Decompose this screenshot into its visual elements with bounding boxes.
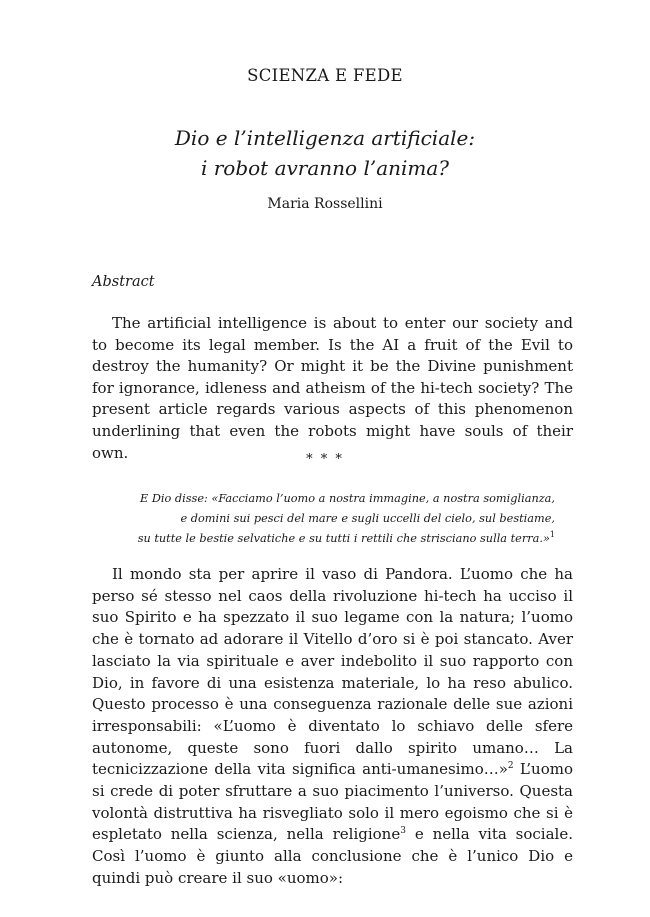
epigraph-line-3-text: su tutte le bestie selvatiche e su tutti i rettili che strisciano sulla terra.» <box>137 532 550 545</box>
body-text-part-1: Il mondo sta per aprire il vaso di Pandora. L’uomo che ha perso sé stesso nel caos della rivoluzione hi-tech ha ucciso il suo Spirito e ha spezzato il suo legame con la natura; l’uomo che è tornato ad adorare il Vitello d’oro si è poi stancato. Aver lasciato la via spirituale e aver indebolito il suo rapporto con Dio, in favore di una esistenza materiale, lo ha reso abulico. Questo processo è una conseguenza razionale delle sue azioni irresponsabili: «L’uomo è diventato lo schiavo delle sfere autonome, queste sono fuori dallo spirito umano… La tecnicizzazione della vita significa anti-umanesimo…» <box>92 565 573 779</box>
epigraph-line-1: E Dio disse: «Facciamo l’uomo a nostra immagine, a nostra somiglianza, <box>140 492 555 505</box>
epigraph-line-2: e domini sui pesci del mare e sugli uccelli del cielo, sul bestiame, <box>180 512 555 525</box>
footnote-ref-1[interactable]: 1 <box>549 530 555 540</box>
title-line-2: i robot avranno l’anima? <box>200 156 450 180</box>
body-text-part-2: L’uomo si crede di poter sfruttare a suo piacimento l’universo. Questa volontà distruttiva ha risvegliato solo il mero egoismo che si è espletato nella scienza, nella religione <box>92 760 573 844</box>
abstract-heading: Abstract <box>92 274 155 290</box>
abstract-body <box>92 313 573 464</box>
footnote-ref-2[interactable]: 2 <box>507 761 514 772</box>
body-text-part-3: e nella vita sociale. Così l’uomo è giunto alla conclusione che è l’unico Dio e quindi può creare il suo «uomo»: <box>92 825 573 887</box>
body-paragraph <box>92 564 573 890</box>
main-body <box>92 564 573 890</box>
section-separator: * * * <box>306 452 344 467</box>
article-title <box>0 123 650 183</box>
footnote-ref-3[interactable]: 3 <box>400 826 406 837</box>
running-head: SCIENZA E FEDE <box>247 66 403 85</box>
title-line-1: Dio e l’intelligenza artificiale: <box>174 126 476 150</box>
abstract-paragraph: The artificial intelligence is about to enter our society and to become its legal member. Is the AI a fruit of the Evil to destroy the humanity? Or might it be the Divine punishment for ignorance, idleness and atheism of the hi-tech society? The present article regards various aspects of this phenomenon underlining that even the robots might have souls of their own. <box>92 314 573 462</box>
author-name: Maria Rossellini <box>267 196 383 212</box>
epigraph-line-3 <box>92 529 555 549</box>
epigraph-quote <box>92 489 555 549</box>
